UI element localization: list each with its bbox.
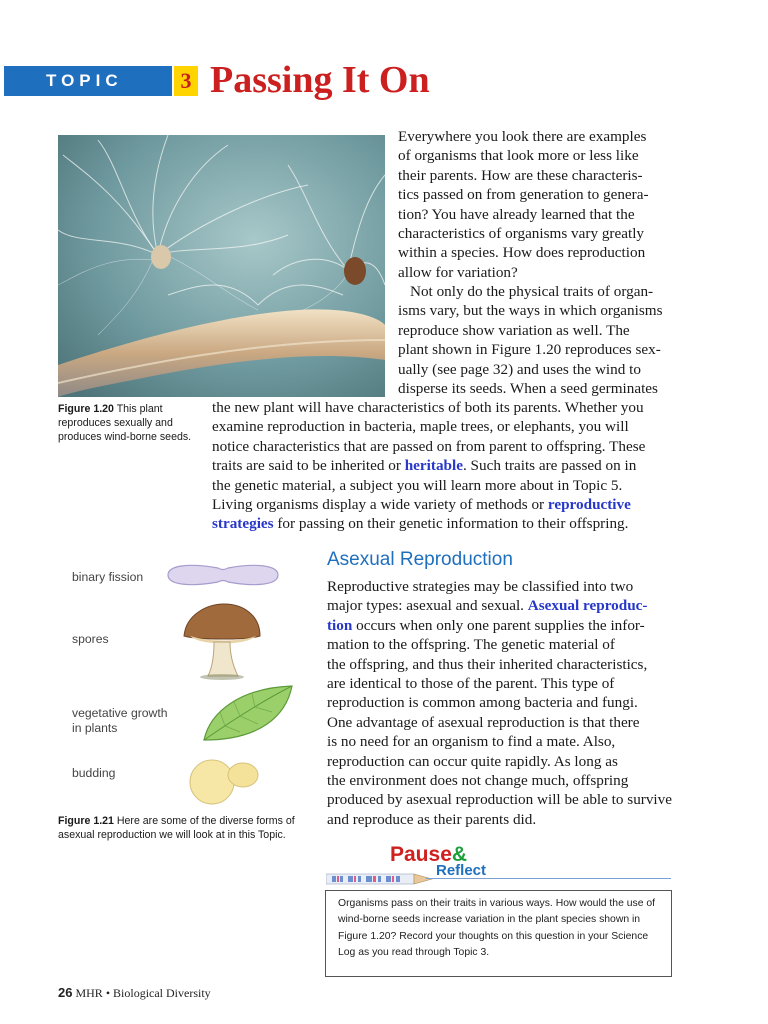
page-footer: 26 MHR • Biological Diversity [58,985,211,1000]
keyword-reproductive: reproductive [547,496,631,514]
figure-1-20-photo [58,135,385,397]
page-number: 26 [58,985,73,1000]
keyword-heritable: heritable [404,457,463,475]
label-binary-fission: binary fission [72,570,144,584]
mushroom-icon [180,602,264,680]
intro-paragraph-1: Everywhere you look there are examples of organisms that look more or less like their parents. How are these characteris- tics passed on from generation to genera- tion? You have already learned that the characteristics of organisms vary greatly within a species. How does reproduction allow for variation? [398,128,649,281]
keyword-strategies: strategies [212,515,274,533]
section-heading: Asexual Reproduction [327,549,513,570]
leaf-icon [200,682,296,746]
pencil-icon [326,872,436,886]
intro-paragraph-2-wide: the new plant will have characteristics of both its parents. Whether you examine reproduction in bacteria, maple trees, or elephants, you will notice characteristics that are passed on from parent to offspring. These traits are said to be inherited or heritable. Such traits are passed on in the genetic material, a subject you will learn more about in Topic 5. Living organisms display a wide variety of methods or reproductive strategies for passing on their genetic information to their offspring. [212,399,646,533]
label-spores: spores [72,632,109,646]
label-budding: budding [72,766,116,780]
figure-1-21-caption: Figure 1.21 Here are some of the diverse forms of asexual reproduction we will look at in this Topic. [58,815,295,841]
reflect-label: Reflect [436,862,487,879]
intro-paragraph-2-top: Not only do the physical traits of organ- isms vary, but the ways in which organisms reproduce show variation as well. The plant shown in Figure 1.20 reproduces sex- ually (see page 32) and uses the wind to disperse its seeds. When a seed germinates [398,283,663,398]
binary-fission-icon [160,560,284,590]
topic-number: 3 [174,66,198,96]
figure-1-20-caption: Figure 1.20 This plant reproduces sexually and produces wind-borne seeds. [58,403,192,443]
label-vegetative-growth: vegetative growth in plants [72,706,168,735]
pause-reflect-text: Organisms pass on their traits in various ways. How would the use of wind-borne seeds increase variation in the plant species shown in Figure 1.20? Record your thoughts on this question in your Science Log as you read through Topic 3. [338,898,656,959]
budding-yeast-icon [186,756,266,806]
pause-reflect-title: Pause& [390,843,468,866]
asexual-paragraph: Reproductive strategies may be classified into two major types: asexual and sexual. Asexual reproduc- tion occurs when only one parent supplies the infor- mation to the offspring. The genetic material of the offspring, and thus their inherited characteristics, are identical to those of the parent. This type of reproduction is common among bacteria and fungi. One advantage of asexual reproduction is that there is no need for an organism to find a mate. Also, reproduction can occur quite rapidly. As long as the environment does not change much, offspring produced by asexual reproduction will be able to survive and reproduce as their parents did. [327,578,672,828]
topic-label: TOPIC [46,71,123,90]
keyword-asexual-reproduction: Asexual reproduc- [527,597,648,615]
page-title: Passing It On [210,59,430,101]
